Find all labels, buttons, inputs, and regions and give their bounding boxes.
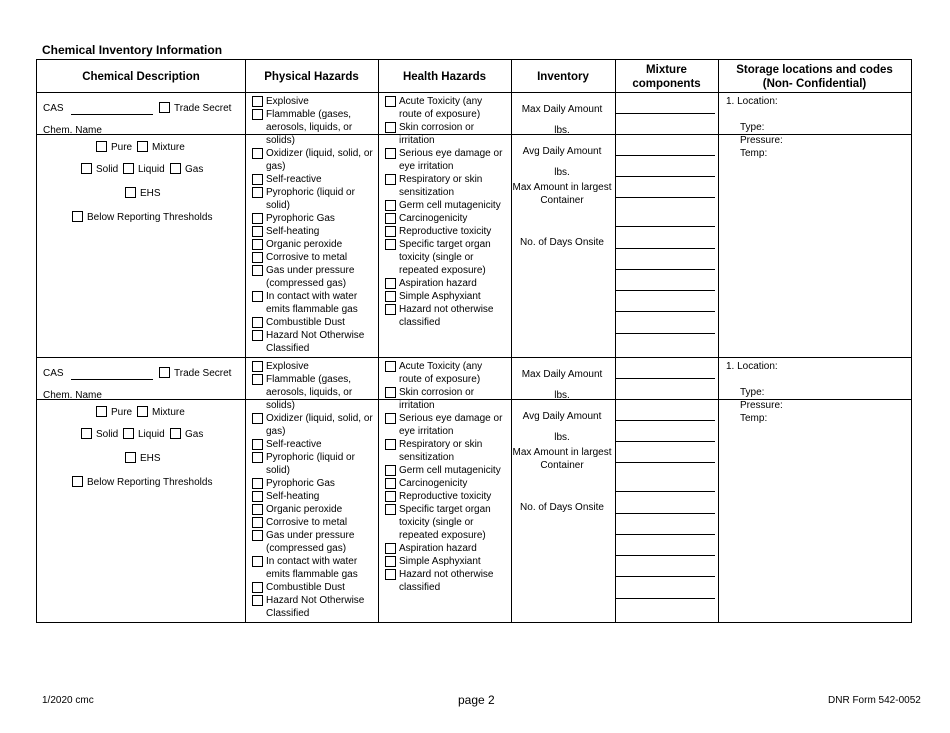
- section-title: Chemical Inventory Information: [42, 43, 223, 57]
- chem-name-label: Chem. Name: [43, 125, 102, 136]
- avg-daily-label: Avg Daily Amount: [522, 411, 602, 422]
- physical-hazard-checkbox[interactable]: [252, 174, 263, 185]
- physical-hazard-label: Corrosive to metal: [266, 252, 348, 263]
- physical-hazard-item[interactable]: [252, 95, 376, 108]
- health-hazard-item[interactable]: [385, 121, 507, 147]
- physical-hazard-label: Gas under pressure (compressed gas): [266, 265, 355, 289]
- physical-hazard-item[interactable]: [252, 451, 376, 477]
- physical-hazard-label: In contact with water emits flammable gas: [266, 291, 358, 315]
- physical-hazard-checkbox[interactable]: [252, 556, 263, 567]
- health-hazard-checkbox[interactable]: [385, 387, 396, 398]
- type-label: Type:: [740, 122, 765, 133]
- physical-hazard-label: In contact with water emits flammable gas: [266, 556, 358, 580]
- health-hazard-item[interactable]: [385, 438, 507, 464]
- health-hazard-item[interactable]: [385, 542, 507, 555]
- physical-hazard-checkbox[interactable]: [252, 265, 263, 276]
- health-hazard-label: Reproductive toxicity: [399, 226, 492, 237]
- storage-cell[interactable]: [719, 93, 910, 357]
- health-hazard-item[interactable]: [385, 555, 507, 568]
- physical-hazard-item[interactable]: [252, 503, 376, 516]
- health-hazard-item[interactable]: [385, 503, 507, 542]
- physical-hazard-item[interactable]: [252, 555, 376, 581]
- mixture-component-line: [616, 113, 715, 114]
- health-hazard-checkbox[interactable]: [385, 304, 396, 315]
- physical-hazard-checkbox[interactable]: [252, 330, 263, 341]
- health-hazard-checkbox[interactable]: [385, 226, 396, 237]
- physical-hazard-checkbox[interactable]: [252, 517, 263, 528]
- health-hazard-label: Reproductive toxicity: [399, 491, 492, 502]
- health-hazard-checkbox[interactable]: [385, 543, 396, 554]
- physical-hazard-checkbox[interactable]: [252, 239, 263, 250]
- avg-daily-unit: lbs.: [554, 167, 570, 178]
- physical-hazard-label: Flammable (gases, aerosols, liquids, or solids): [266, 109, 353, 146]
- temp-label: Temp:: [740, 413, 768, 424]
- physical-hazard-label: Hazard Not Otherwise Classified: [266, 595, 365, 619]
- pure-label: Pure: [111, 142, 133, 153]
- inventory-cell: [511, 93, 615, 357]
- below-thresholds-label: Below Reporting Thresholds: [87, 212, 213, 223]
- physical-hazard-item[interactable]: [252, 373, 376, 412]
- health-hazard-label: Aspiration hazard: [399, 543, 477, 554]
- physical-hazard-label: Combustible Dust: [266, 317, 345, 328]
- physical-hazard-label: Corrosive to metal: [266, 517, 348, 528]
- physical-hazard-checkbox[interactable]: [252, 226, 263, 237]
- physical-hazard-checkbox[interactable]: [252, 374, 263, 385]
- health-hazard-label: Respiratory or skin sensitization: [399, 174, 483, 198]
- health-hazard-item[interactable]: [385, 360, 507, 386]
- liquid-checkbox[interactable]: [123, 428, 134, 439]
- physical-hazard-label: Explosive: [266, 361, 309, 372]
- mixture-components-cell[interactable]: [616, 93, 717, 357]
- pure-label: Pure: [111, 407, 133, 418]
- health-hazard-item[interactable]: [385, 386, 507, 412]
- physical-hazard-checkbox[interactable]: [252, 96, 263, 107]
- mixture-component-line: [616, 290, 715, 291]
- health-hazard-checkbox[interactable]: [385, 239, 396, 250]
- liquid-checkbox[interactable]: [123, 163, 134, 174]
- mixture-component-line: [616, 134, 715, 135]
- mixture-components-cell[interactable]: [616, 358, 717, 622]
- health-hazard-item[interactable]: [385, 290, 507, 303]
- health-hazard-checkbox[interactable]: [385, 361, 396, 372]
- health-hazard-checkbox[interactable]: [385, 413, 396, 424]
- health-hazard-item[interactable]: [385, 277, 507, 290]
- health-hazard-checkbox[interactable]: [385, 569, 396, 580]
- health-hazard-item[interactable]: [385, 464, 507, 477]
- physical-hazard-label: Organic peroxide: [266, 504, 343, 515]
- physical-hazard-checkbox[interactable]: [252, 187, 263, 198]
- physical-hazard-checkbox[interactable]: [252, 595, 263, 606]
- mixture-component-line: [616, 176, 715, 177]
- mixture-component-line: [616, 555, 715, 556]
- pure-checkbox[interactable]: [96, 141, 107, 152]
- mixture-component-line: [616, 534, 715, 535]
- below-thresholds-checkbox[interactable]: [72, 211, 83, 222]
- mixture-component-line: [616, 399, 715, 400]
- gas-label: Gas: [185, 429, 204, 440]
- chem-name-label: Chem. Name: [43, 390, 102, 401]
- health-hazard-checkbox[interactable]: [385, 491, 396, 502]
- health-hazard-label: Serious eye damage or eye irritation: [399, 413, 503, 437]
- gas-checkbox[interactable]: [170, 428, 181, 439]
- health-hazard-label: Acute Toxicity (any route of exposure): [399, 361, 483, 385]
- chemical-inventory-table: [36, 59, 912, 623]
- days-onsite-label: No. of Days Onsite: [520, 237, 604, 248]
- physical-hazard-label: Pyrophoric (liquid or solid): [266, 187, 355, 211]
- health-hazard-checkbox[interactable]: [385, 439, 396, 450]
- header-physical-hazards: Physical Hazards: [264, 70, 359, 83]
- mixture-component-line: [616, 378, 715, 379]
- physical-hazard-label: Flammable (gases, aerosols, liquids, or solids): [266, 374, 353, 411]
- physical-hazard-label: Self-heating: [266, 491, 320, 502]
- health-hazard-checkbox[interactable]: [385, 556, 396, 567]
- gas-checkbox[interactable]: [170, 163, 181, 174]
- solid-label: Solid: [96, 429, 119, 440]
- physical-hazard-label: Oxidizer (liquid, solid, or gas): [266, 148, 373, 172]
- physical-hazard-item[interactable]: [252, 108, 376, 147]
- location-label: 1. Location:: [726, 96, 778, 107]
- health-hazard-label: Specific target organ toxicity (single or repeated exposure): [399, 504, 491, 541]
- physical-hazard-checkbox[interactable]: [252, 109, 263, 120]
- physical-hazard-checkbox[interactable]: [252, 413, 263, 424]
- physical-hazard-label: Self-reactive: [266, 439, 322, 450]
- physical-hazard-item[interactable]: [252, 212, 376, 225]
- health-hazard-label: Germ cell mutagenicity: [399, 465, 501, 476]
- mixture-checkbox[interactable]: [137, 406, 148, 417]
- physical-hazard-label: Self-heating: [266, 226, 320, 237]
- health-hazard-item[interactable]: [385, 199, 507, 212]
- max-daily-label: Max Daily Amount: [521, 369, 603, 380]
- physical-hazard-checkbox[interactable]: [252, 317, 263, 328]
- mixture-component-line: [616, 576, 715, 577]
- mixture-component-line: [616, 491, 715, 492]
- ehs-checkbox[interactable]: [125, 452, 136, 463]
- health-hazard-item[interactable]: [385, 490, 507, 503]
- liquid-label: Liquid: [138, 164, 165, 175]
- health-hazard-label: Acute Toxicity (any route of exposure): [399, 96, 483, 120]
- ehs-checkbox[interactable]: [125, 187, 136, 198]
- physical-hazard-item[interactable]: [252, 412, 376, 438]
- health-hazard-label: Hazard not otherwise classified: [399, 304, 494, 328]
- health-hazard-label: Simple Asphyxiant: [399, 291, 481, 302]
- max-daily-unit: lbs.: [554, 390, 570, 401]
- physical-hazard-label: Pyrophoric Gas: [266, 213, 335, 224]
- physical-hazard-checkbox[interactable]: [252, 148, 263, 159]
- header-chemical-description: Chemical Description: [82, 70, 200, 83]
- physical-hazard-checkbox[interactable]: [252, 361, 263, 372]
- physical-hazard-label: Pyrophoric Gas: [266, 478, 335, 489]
- ehs-label: EHS: [140, 188, 161, 199]
- physical-hazard-item[interactable]: [252, 173, 376, 186]
- physical-hazard-item[interactable]: [252, 316, 376, 329]
- mixture-component-line: [616, 462, 715, 463]
- health-hazard-checkbox[interactable]: [385, 96, 396, 107]
- physical-hazard-label: Self-reactive: [266, 174, 322, 185]
- max-daily-label: Max Daily Amount: [521, 104, 603, 115]
- header-mixture-components: Mixture components: [632, 63, 701, 90]
- physical-hazard-item[interactable]: [252, 516, 376, 529]
- health-hazard-label: Skin corrosion or irritation: [399, 387, 475, 411]
- pressure-label: Pressure:: [740, 135, 783, 146]
- physical-hazard-label: Combustible Dust: [266, 582, 345, 593]
- mixture-component-line: [616, 311, 715, 312]
- below-thresholds-label: Below Reporting Thresholds: [87, 477, 213, 488]
- physical-hazard-item[interactable]: [252, 147, 376, 173]
- physical-hazard-item[interactable]: [252, 264, 376, 290]
- health-hazard-item[interactable]: [385, 225, 507, 238]
- physical-hazard-checkbox[interactable]: [252, 582, 263, 593]
- mixture-component-line: [616, 269, 715, 270]
- mixture-label: Mixture: [152, 407, 185, 418]
- max-container-label: Max Amount in largest Container: [512, 447, 612, 471]
- physical-hazard-item[interactable]: [252, 529, 376, 555]
- solid-label: Solid: [96, 164, 119, 175]
- health-hazard-item[interactable]: [385, 412, 507, 438]
- trade-secret-checkbox[interactable]: [159, 102, 170, 113]
- physical-hazard-item[interactable]: [252, 225, 376, 238]
- health-hazard-item[interactable]: [385, 212, 507, 225]
- storage-cell[interactable]: [719, 358, 910, 622]
- physical-hazard-item[interactable]: [252, 290, 376, 316]
- health-hazard-label: Respiratory or skin sensitization: [399, 439, 483, 463]
- solid-checkbox[interactable]: [81, 428, 92, 439]
- mixture-component-line: [616, 155, 715, 156]
- physical-hazard-label: Pyrophoric (liquid or solid): [266, 452, 355, 476]
- pressure-label: Pressure:: [740, 400, 783, 411]
- physical-hazard-checkbox[interactable]: [252, 478, 263, 489]
- physical-hazard-item[interactable]: [252, 251, 376, 264]
- health-hazard-label: Simple Asphyxiant: [399, 556, 481, 567]
- health-hazard-checkbox[interactable]: [385, 465, 396, 476]
- cas-input[interactable]: [71, 105, 153, 115]
- type-label: Type:: [740, 387, 765, 398]
- health-hazard-label: Serious eye damage or eye irritation: [399, 148, 503, 172]
- mixture-component-line: [616, 513, 715, 514]
- health-hazard-label: Aspiration hazard: [399, 278, 477, 289]
- health-hazard-label: Hazard not otherwise classified: [399, 569, 494, 593]
- avg-daily-label: Avg Daily Amount: [522, 146, 602, 157]
- physical-hazard-item[interactable]: [252, 490, 376, 503]
- physical-hazard-checkbox[interactable]: [252, 439, 263, 450]
- mixture-component-line: [616, 598, 715, 599]
- footer-date: 1/2020 cmc: [42, 695, 94, 706]
- health-hazard-label: Carcinogenicity: [399, 478, 468, 489]
- health-hazard-checkbox[interactable]: [385, 122, 396, 133]
- mixture-component-line: [616, 441, 715, 442]
- physical-hazard-item[interactable]: [252, 238, 376, 251]
- mixture-component-line: [616, 420, 715, 421]
- max-container-label: Max Amount in largest Container: [512, 182, 612, 206]
- inventory-cell: [511, 358, 615, 622]
- days-onsite-label: No. of Days Onsite: [520, 502, 604, 513]
- health-hazard-item[interactable]: [385, 147, 507, 173]
- mixture-label: Mixture: [152, 142, 185, 153]
- health-hazard-checkbox[interactable]: [385, 213, 396, 224]
- physical-hazard-checkbox[interactable]: [252, 252, 263, 263]
- physical-hazard-item[interactable]: [252, 477, 376, 490]
- physical-hazard-checkbox[interactable]: [252, 291, 263, 302]
- physical-hazard-item[interactable]: [252, 360, 376, 373]
- trade-secret-checkbox[interactable]: [159, 367, 170, 378]
- health-hazard-checkbox[interactable]: [385, 478, 396, 489]
- mixture-component-line: [616, 248, 715, 249]
- header-storage: Storage locations and codes (Non- Confidential): [736, 63, 893, 90]
- health-hazard-label: Skin corrosion or irritation: [399, 122, 475, 146]
- cas-input[interactable]: [71, 370, 153, 380]
- physical-hazard-label: Hazard Not Otherwise Classified: [266, 330, 365, 354]
- physical-hazard-checkbox[interactable]: [252, 452, 263, 463]
- chemical-row: [37, 358, 911, 622]
- health-hazard-item[interactable]: [385, 95, 507, 121]
- health-hazard-label: Germ cell mutagenicity: [399, 200, 501, 211]
- max-daily-unit: lbs.: [554, 125, 570, 136]
- physical-hazard-label: Oxidizer (liquid, solid, or gas): [266, 413, 373, 437]
- below-thresholds-checkbox[interactable]: [72, 476, 83, 487]
- physical-hazard-item[interactable]: [252, 581, 376, 594]
- physical-hazard-item[interactable]: [252, 438, 376, 451]
- physical-hazard-item[interactable]: [252, 594, 376, 620]
- physical-hazard-item[interactable]: [252, 329, 376, 355]
- footer-form-number: DNR Form 542-0052: [828, 695, 921, 706]
- physical-hazard-label: Explosive: [266, 96, 309, 107]
- trade-secret-label: Trade Secret: [174, 103, 232, 114]
- physical-hazard-label: Organic peroxide: [266, 239, 343, 250]
- health-hazard-item[interactable]: [385, 477, 507, 490]
- physical-hazard-checkbox[interactable]: [252, 504, 263, 515]
- mixture-component-line: [616, 197, 715, 198]
- pure-checkbox[interactable]: [96, 406, 107, 417]
- health-hazard-item[interactable]: [385, 303, 507, 329]
- health-hazard-item[interactable]: [385, 173, 507, 199]
- health-hazard-checkbox[interactable]: [385, 278, 396, 289]
- chemical-row: [37, 93, 911, 357]
- avg-daily-unit: lbs.: [554, 432, 570, 443]
- mixture-checkbox[interactable]: [137, 141, 148, 152]
- cas-label: CAS: [43, 103, 64, 114]
- footer-page: page 2: [458, 693, 495, 707]
- ehs-label: EHS: [140, 453, 161, 464]
- health-hazard-label: Carcinogenicity: [399, 213, 468, 224]
- gas-label: Gas: [185, 164, 204, 175]
- solid-checkbox[interactable]: [81, 163, 92, 174]
- health-hazard-label: Specific target organ toxicity (single or repeated exposure): [399, 239, 491, 276]
- header-health-hazards: Health Hazards: [402, 70, 487, 83]
- temp-label: Temp:: [740, 148, 768, 159]
- physical-hazard-checkbox[interactable]: [252, 530, 263, 541]
- health-hazard-checkbox[interactable]: [385, 174, 396, 185]
- physical-hazard-checkbox[interactable]: [252, 491, 263, 502]
- health-hazard-checkbox[interactable]: [385, 148, 396, 159]
- physical-hazard-checkbox[interactable]: [252, 213, 263, 224]
- mixture-component-line: [616, 226, 715, 227]
- physical-hazard-label: Gas under pressure (compressed gas): [266, 530, 355, 554]
- health-hazard-checkbox[interactable]: [385, 291, 396, 302]
- physical-hazard-item[interactable]: [252, 186, 376, 212]
- trade-secret-label: Trade Secret: [174, 368, 232, 379]
- health-hazard-checkbox[interactable]: [385, 200, 396, 211]
- health-hazard-item[interactable]: [385, 568, 507, 594]
- liquid-label: Liquid: [138, 429, 165, 440]
- cas-label: CAS: [43, 368, 64, 379]
- mixture-component-line: [616, 333, 715, 334]
- location-label: 1. Location:: [726, 361, 778, 372]
- health-hazard-item[interactable]: [385, 238, 507, 277]
- header-inventory: Inventory: [537, 70, 589, 83]
- health-hazard-checkbox[interactable]: [385, 504, 396, 515]
